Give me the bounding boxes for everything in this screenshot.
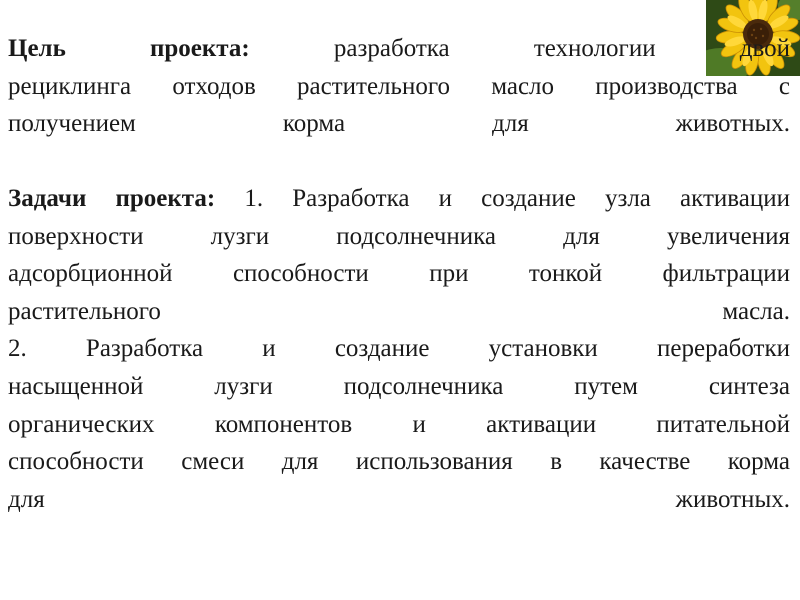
goal-line-2: рециклинга отходов растительного масло производства с [8,72,790,100]
goal-heading: Цель проекта: [8,35,250,62]
tasks-line-1 [8,180,790,218]
tasks-line-9: для животных. [8,485,790,513]
tasks-line-6: насыщенной лузги подсолнечника путем синтеза [8,372,790,400]
tasks-line-3: адсорбционной способности при тонкой фильтрации [8,260,790,288]
tasks-line-7: органических компонентов и активации питательной [8,410,790,438]
tasks-line-4: растительного масла. [8,297,790,325]
project-tasks [8,180,790,518]
project-goal [8,30,790,143]
tasks-line-5: 2. Разработка и создание установки переработки [8,335,790,363]
goal-text-1: разработка технологии двой [333,35,790,62]
tasks-line-8: способности смеси для использования в качестве корма [8,448,790,476]
tasks-heading: Задачи проекта: [8,185,216,212]
goal-line-1 [8,30,790,68]
tasks-line-2: поверхности лузги подсолнечника для увеличения [8,222,790,250]
tasks-text-1: 1. Разработка и создание узла активации [244,185,790,212]
goal-line-3: получением корма для животных. [8,110,790,138]
